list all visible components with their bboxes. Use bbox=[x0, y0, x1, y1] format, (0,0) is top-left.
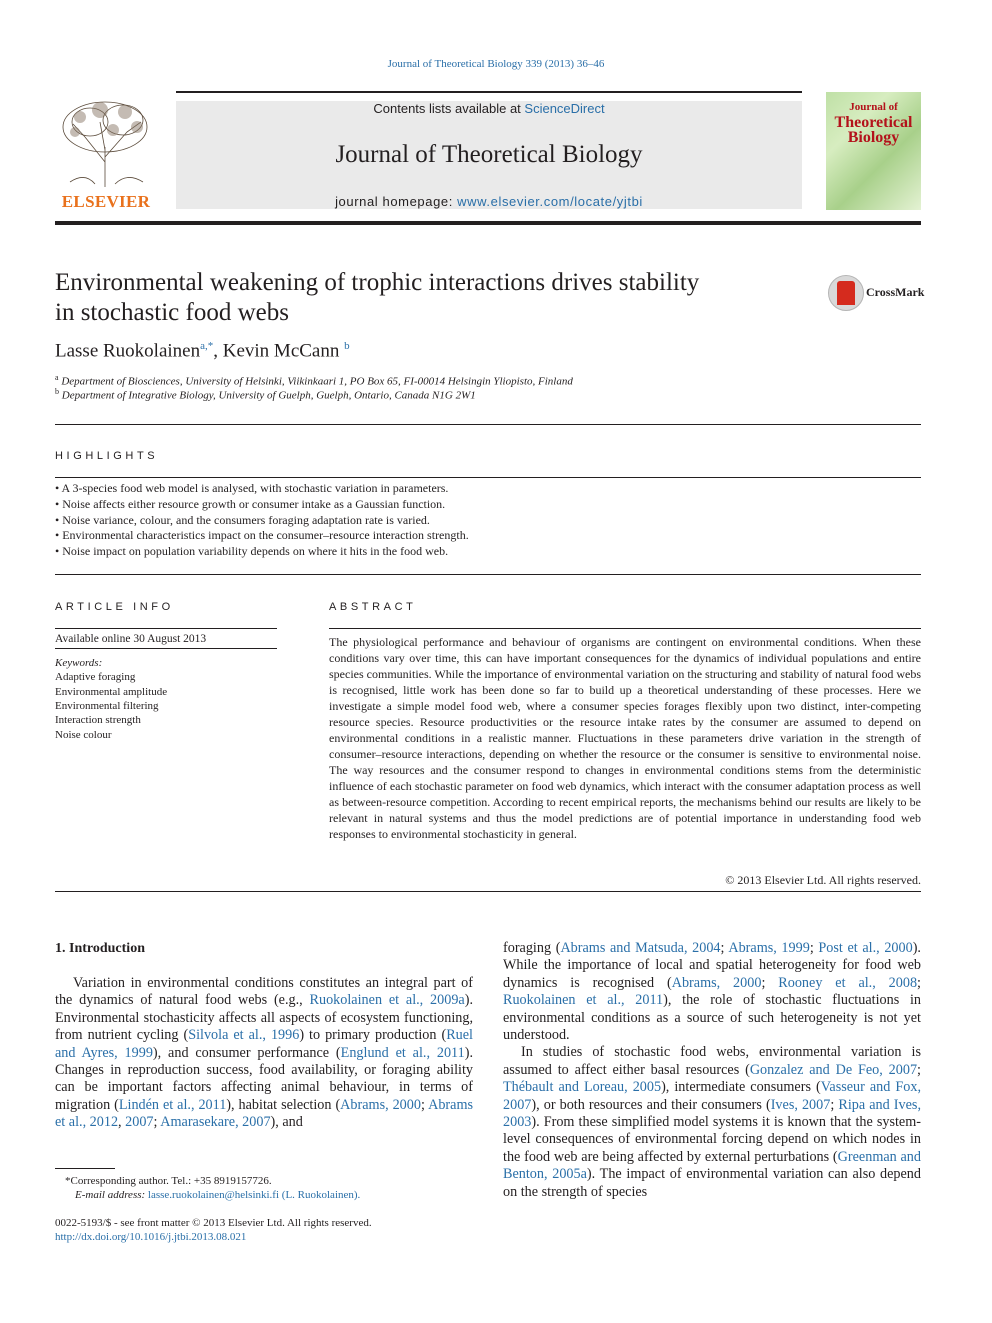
article-info-heading: ARTICLE INFO bbox=[55, 601, 174, 613]
divider bbox=[55, 477, 921, 478]
available-online: Available online 30 August 2013 bbox=[55, 633, 207, 645]
citation-link[interactable]: Gonzalez and De Feo, 2007 bbox=[749, 1061, 918, 1078]
cover-title: Journal of Theoretical Biology bbox=[834, 101, 913, 146]
divider bbox=[55, 891, 921, 892]
citation-link[interactable]: Ripa and Ives, 2003 bbox=[503, 1096, 921, 1131]
issn-line: 0022-5193/$ - see front matter © 2013 Elsevier Ltd. All rights reserved. bbox=[55, 1217, 372, 1229]
citation-link[interactable]: Rooney et al., 2008 bbox=[778, 974, 918, 991]
citation-link[interactable]: Lindén et al., 2011 bbox=[118, 1096, 227, 1113]
doi-line bbox=[55, 1231, 246, 1243]
citation-link[interactable]: Ruokolainen et al., 2011 bbox=[503, 992, 664, 1009]
divider bbox=[329, 628, 921, 629]
homepage-line: journal homepage: www.elsevier.com/locate/yjtbi bbox=[335, 194, 643, 209]
citation-link[interactable]: Ruokolainen et al., 2009a bbox=[309, 992, 465, 1009]
affiliation-b: $^b$ Department of Integrative Biology, University of Guelph, Guelph, Ontario, Canada N1G 2W1 bbox=[55, 387, 476, 402]
keywords-label: Keywords: bbox=[55, 657, 103, 669]
citation-link[interactable]: Englund et al., 2011 bbox=[340, 1044, 465, 1061]
elsevier-wordmark: ELSEVIER bbox=[61, 192, 151, 211]
divider bbox=[55, 648, 277, 649]
highlight-item: • Noise impact on population variability depends on where it hits in the food web. bbox=[55, 544, 449, 558]
intro-left-column bbox=[55, 975, 473, 1132]
author-affil-marker[interactable]: b bbox=[344, 340, 350, 352]
contents-line: Contents lists available at ScienceDirect bbox=[373, 101, 605, 116]
corresponding-footnote: *Corresponding author. Tel.: +35 8919157726. bbox=[65, 1175, 272, 1187]
citation-link[interactable]: Vasseur and Fox, 2007 bbox=[503, 1079, 921, 1113]
highlights-heading: HIGHLIGHTS bbox=[55, 450, 159, 462]
keyword: Environmental filtering bbox=[55, 700, 159, 712]
header-thick-rule bbox=[55, 221, 921, 225]
affiliation-a: $^a$ Department of Biosciences, University of Helsinki, Viikinkaari 1, PO Box 65, FI-00014 Helsingin Yliopisto, Finland bbox=[55, 373, 573, 388]
email-link[interactable]: lasse.ruokolainen@helsinki.fi bbox=[147, 1189, 280, 1201]
paragraph: In studies of stochastic food webs, environmental variation is assumed to affect either basal resources (Gonzalez and De Feo, 2007; Thébault and Loreau, 2005), intermediate consumers (Vasseur and Fox, 2007), or both resources and their consumers (Ives, 2007; Ripa and Ives, 2003). From these simplified model systems it is known that the system-level consequences of environmental forcing depend on which nodes in the food web are being affected by external perturbations (Greenman and Benton, 2005a). The impact of environmental variation can also depend on the strength of species bbox=[503, 1044, 921, 1200]
divider bbox=[55, 424, 921, 425]
email-footnote: E-mail address: lasse.ruokolainen@helsinki.fi (L. Ruokolainen). bbox=[75, 1189, 361, 1201]
author-affil-marker[interactable]: a,* bbox=[200, 340, 214, 352]
journal-reference[interactable]: Journal of Theoretical Biology 339 (2013) 36–46 bbox=[387, 58, 605, 70]
journal-title: Journal of Theoretical Biology bbox=[335, 141, 643, 168]
doi-link[interactable]: http://dx.doi.org/10.1016/j.jtbi.2013.08.021 bbox=[55, 1231, 247, 1243]
citation-link[interactable]: Abrams and Matsuda, 2004 bbox=[560, 940, 721, 956]
citation-link[interactable]: Amarasekare, 2007 bbox=[160, 1114, 271, 1131]
paragraph: Variation in environmental conditions constitutes an integral part of the dynamics of natural food webs (e.g., Ruokolainen et al., 2009a). Environmental stochasticity affects all aspects of ecosystem functioning, from nutrient cycling (Silvola et al., 1996) to primary production (Ruel and Ayres, 1999), and consumer performance (Englund et al., 2011). Changes in reproduction success, food availability, or foraging ability can be important factors affecting animal behaviour, in terms of migration (Lindén et al., 2011), habitat selection (Abrams, 2000; Abrams et al., 2012, 2007; Amarasekare, 2007), and bbox=[55, 975, 473, 1131]
citation-link[interactable]: Post et al., 2000 bbox=[818, 940, 913, 956]
keyword: Interaction strength bbox=[55, 714, 141, 726]
highlight-item: • Noise variance, colour, and the consumers foraging adaptation rate is varied. bbox=[55, 513, 430, 527]
citation-link[interactable]: Ruel and Ayres, 1999 bbox=[55, 1027, 473, 1061]
elsevier-logo[interactable] bbox=[55, 92, 157, 210]
citation-link[interactable]: Silvola et al., 1996 bbox=[188, 1027, 300, 1044]
keyword: Noise colour bbox=[55, 729, 112, 741]
citation-link[interactable]: 2007 bbox=[125, 1114, 154, 1131]
author-name[interactable]: Kevin McCann bbox=[222, 340, 340, 362]
keyword: Adaptive foraging bbox=[55, 671, 136, 683]
author-name[interactable]: Lasse Ruokolainen bbox=[55, 340, 201, 362]
article-title: Environmental weakening of trophic interactions drives stability in stochastic food webs bbox=[55, 269, 700, 326]
highlight-item: • Noise affects either resource growth or consumer intake as a Gaussian function. bbox=[55, 497, 446, 511]
sciencedirect-link[interactable]: ScienceDirect bbox=[524, 101, 605, 116]
abstract-heading: ABSTRACT bbox=[329, 601, 417, 613]
citation-link[interactable]: Abrams, 2000 bbox=[671, 974, 762, 991]
crossmark-button[interactable]: CrossMark bbox=[828, 275, 923, 311]
highlight-item: • A 3-species food web model is analysed, with stochastic variation in parameters. bbox=[55, 481, 449, 495]
journal-cover-image[interactable] bbox=[826, 92, 921, 210]
abstract-text: The physiological performance and behaviour of organisms are contingent on environmental conditions. When these conditions vary over time, this can have important consequences for the dynamics of individual populations and entire species communities. While the importance of environmental variation on the structuring and stability of natural food webs is recognised, little work has been done so far to build up a theoretical understanding of these processes. Here we investigate a simple model food web, where a consumer species forages flexibly upon two distinct, inter-competing resource species. Resource productivities or the resource intake rates by the consumer are assumed to depend on environmental conditions in a realistic manner. Fluctuations in these parameters drive variation in the strength of consumer–resource interactions, depending on whether the resource or the consumer is sensitive to environmental noise. The way resources and the consumer respond to changes in environmental conditions stems from the deterministic influence of each stochastic parameter on food web dynamics, which interact with the consumer adaptation process as well as between-resource competition. According to recent empirical reports, the mechanisms behind our results are likely to be relevant in natural systems and thus the model predictions are of potential importance in understanding food web responses to environmental stochasticity in general. bbox=[329, 635, 921, 841]
author-list: Lasse Ruokolainen$^{a,*}$, Kevin McCann $^b$ bbox=[55, 340, 350, 362]
paragraph: foraging (Abrams and Matsuda, 2004; Abrams, 1999; Post et al., 2000). While the importance of local and spatial heterogeneity for food web dynamics is recognised (Abrams, 2000; Rooney et al., 2008; Ruokolainen et al., 2011), the role of stochastic fluctuations in environmental conditions as a source of such heterogeneity is not yet understood. bbox=[503, 940, 921, 1044]
highlight-item: • Environmental characteristics impact on the consumer–resource interaction strength. bbox=[55, 528, 469, 542]
section-heading: 1. Introduction bbox=[55, 941, 145, 956]
citation-link[interactable]: Greenman and Benton, 2005a bbox=[503, 1148, 921, 1183]
keyword: Environmental amplitude bbox=[55, 686, 168, 698]
footnote-rule bbox=[55, 1168, 115, 1169]
copyright: © 2013 Elsevier Ltd. All rights reserved. bbox=[725, 873, 921, 887]
tree-logo-icon bbox=[55, 92, 157, 190]
divider bbox=[55, 574, 921, 575]
citation-link[interactable]: Thébault and Loreau, 2005 bbox=[503, 1079, 662, 1096]
citation-link[interactable]: Abrams, 2000 bbox=[340, 1096, 421, 1113]
citation-link[interactable]: Abrams et al., 2012 bbox=[55, 1096, 473, 1131]
crossmark-icon bbox=[828, 275, 864, 311]
homepage-link[interactable]: www.elsevier.com/locate/yjtbi bbox=[457, 194, 643, 209]
citation-link[interactable]: Ives, 2007 bbox=[770, 1096, 831, 1113]
divider bbox=[55, 628, 277, 629]
citation-link[interactable]: Abrams, 1999 bbox=[728, 940, 810, 956]
journal-header bbox=[176, 101, 802, 209]
intro-right-column bbox=[503, 940, 921, 1201]
header-rule bbox=[176, 91, 802, 93]
